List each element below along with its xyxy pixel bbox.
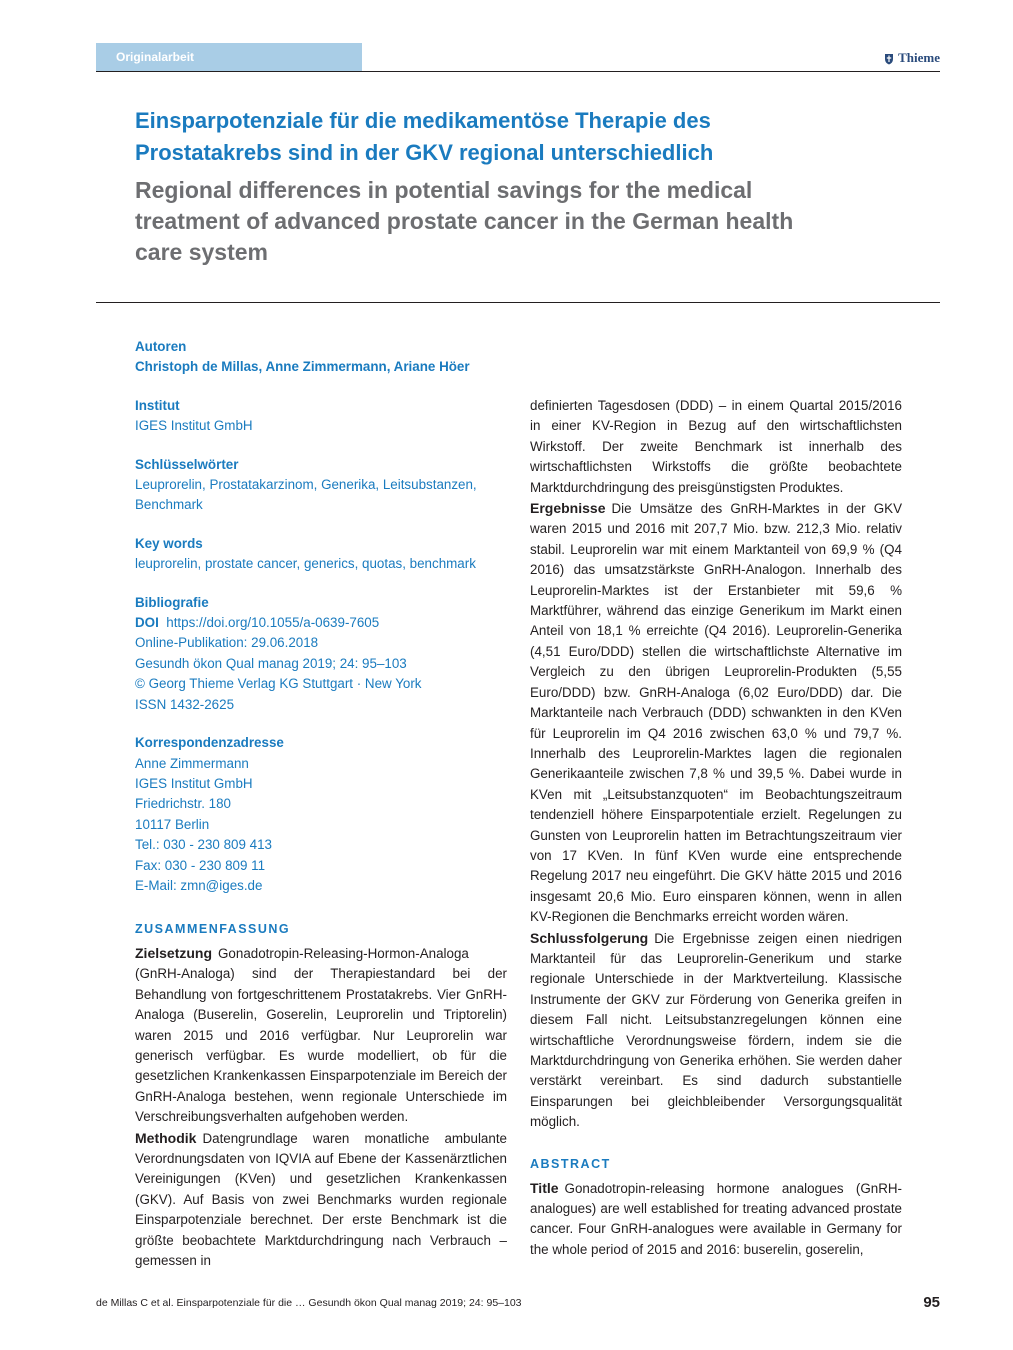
corr-city: 10117 Berlin	[135, 816, 210, 832]
authors-list: Christoph de Millas, Anne Zimmermann, Ariane Höer	[135, 359, 470, 375]
category-label: Originalarbeit	[96, 43, 362, 71]
abstract-title-label: Title	[530, 1179, 559, 1196]
keywords-de-heading: Schlüsselwörter	[135, 456, 239, 472]
ergebnisse-paragraph	[530, 498, 902, 928]
zusammenfassung-heading: ZUSAMMENFASSUNG	[135, 922, 291, 936]
keywords-en-heading: Key words	[135, 535, 203, 551]
publisher-logo	[883, 50, 940, 66]
zusammenfassung-section	[135, 922, 507, 1272]
journal-citation: Gesundh ökon Qual manag 2019; 24: 95–103	[135, 655, 407, 671]
zielsetzung-text: Gonadotropin-Releasing-Hormon-Analoga (GnRH-Analoga) sind der Therapiestandard bei der Behandlung von fortgeschrittenem Prostatakrebs. Vier GnRH-Analoga (Buserelin, Goserelin, Leuprorelin und Triptorelin) waren 2015 und 2016 verfügbar. Nur Leuprorelin war generisch verfügbar. Es wurde modelliert, ob für die gesetzlichen Krankenkassen Einsparpotenziale im Bereich der GnRH-Analoga bestehen, wenn regionale Unterschiede im Verschreibungsverhalten aufgehoben werden.	[135, 946, 507, 1125]
correspondence-heading: Korrespondenzadresse	[135, 735, 284, 751]
methodik-paragraph	[135, 1128, 507, 1272]
schlussfolgerung-text: Die Ergebnisse zeigen einen niedrigen Marktanteil für das Leuprorelin-Generikum und starke regionale Unterschiede in der Marktverteilung. Klassische Instrumente der GKV zur Förderung von Generika greifen in diesem Fall nicht. Leitsubstanzregelungen können eine wirtschaftliche Verordnungsweise fördern, indem sie die Marktdurchdringung von Generika erhöhen. Sie werden daher verstärkt vereinbart. Es sind dadurch substantielle Einsparungen bei gleichbleibender Versorgungsqualität möglich.	[530, 930, 902, 1130]
logo-text: Thieme	[898, 50, 940, 65]
ergebnisse-text: Die Umsätze des GnRH-Marktes in der GKV waren 2015 und 2016 mit 207,7 Mio. bzw. 212,3 Mio. relativ stabil. Leuprorelin war mit einem Marktanteil von 69,9 % (Q4 2016) das umsatzstärkste GnRH-Analogon. Innerhalb des Leuprorelin-Marktes ist der Erstanbieter mit 59,6 % Marktführer, während das einzige Generikum im Markt einen Anteil von 18,1 % erreichte (Q4 2016). Leuprorelin-Generika (4,51 Euro/DDD) stellen die wirtschaftlichste Alternative im Vergleich zu den übrigen Leuprorelin-Produkten (5,55 Euro/DDD) bzw. GnRH-Analoga (6,02 Euro/DDD) dar. Die Marktanteile nach Verbrauch (DDD) schwankten in den KVen für Leuprorelin im Q4 2016 zwischen 63,0 % und 79,7 %. Innerhalb des Leuprorelin-Marktes lagen die regionalen Generikaanteile zwischen 7,8 % und 39,5 %. Dabei wurde in KVen mit „Leitsubstanzquoten“ im Beobachtungszeitraum tendenziell höhere Einsparpotentiale erzielt. Regelungen zu Gunsten von Leuprorelin hatten im Betrachtungszeitraum vier von 17 KVen. In fünf KVen wurde eine entsprechende Regelung 2017 neu eingeführt. Die GKV hätte 2015 und 2016 insgesamt 20,6 Mio. Euro einsparen können, wenn in allen KV-Regionen die Benchmarks erreicht worden wären.	[530, 501, 902, 925]
methodik-text: Datengrundlage waren monatliche ambulante Verordnungsdaten von IQVIA auf Ebene der Kassenärztlichen Vereinigungen (KVen) und gesetzlichen Krankenkassen (GKV). Auf Basis von zwei Benchmarks wurden regionale Einsparpotenziale berechnet. Der erste Benchmark ist die größte beobachtete Marktdurchdringung nach Verbrauch – gemessen in	[135, 1130, 507, 1269]
copyright: © Georg Thieme Verlag KG Stuttgart · New York	[135, 676, 422, 692]
institute-name: IGES Institut GmbH	[135, 418, 253, 434]
page-number: 95	[923, 1294, 940, 1311]
schlussfolgerung-paragraph	[530, 928, 902, 1133]
header-divider	[96, 71, 940, 72]
thieme-emblem-icon	[883, 52, 895, 65]
institute-block	[135, 396, 505, 437]
authors-heading: Autoren	[135, 339, 187, 354]
article-metadata	[135, 337, 505, 914]
corr-institute: IGES Institut GmbH	[135, 775, 253, 791]
schlussfolgerung-label: Schlussfolgerung	[530, 929, 649, 946]
institute-heading: Institut	[135, 397, 180, 413]
keywords-en-list: leuprorelin, prostate cancer, generics, quotas, benchmark	[135, 556, 476, 572]
doi-label: DOI	[135, 615, 159, 631]
abstract-title-paragraph	[530, 1178, 902, 1261]
correspondence-block	[135, 733, 505, 896]
doi-line	[135, 613, 505, 633]
corr-street: Friedrichstr. 180	[135, 796, 232, 812]
ergebnisse-label: Ergebnisse	[530, 500, 606, 517]
corr-email[interactable]: E-Mail: zmn@iges.de	[135, 877, 263, 893]
keywords-de-list: Leuprorelin, Prostatakarzinom, Generika, Leitsubstanzen, Benchmark	[135, 477, 477, 513]
title-english: Regional differences in potential savings for the medical treatment of advanced prostate cancer in the German health care system	[135, 177, 794, 265]
title-divider	[96, 302, 940, 303]
corr-fax: Fax: 030 - 230 809 11	[135, 857, 266, 873]
bibliography-block	[135, 593, 505, 715]
keywords-de-block	[135, 455, 505, 516]
corr-phone: Tel.: 030 - 230 809 413	[135, 837, 272, 853]
methodik-continued: definierten Tagesdosen (DDD) – in einem Quartal 2015/2016 in einer KV-Region in Bezug auf den wirtschaftlichsten Wirkstoff. Der zweite Benchmark ist innerhalb des wirtschaftlichsten Wirkstoffs die größte beobachtete Marktdurchdringung des preisgünstigsten Produktes.	[530, 398, 902, 495]
issn: ISSN 1432-2625	[135, 696, 235, 712]
zielsetzung-label: Zielsetzung	[135, 945, 213, 961]
corr-name: Anne Zimmermann	[135, 755, 249, 771]
bibliography-heading: Bibliografie	[135, 594, 209, 610]
abstract-heading: ABSTRACT	[530, 1156, 611, 1171]
zielsetzung-paragraph	[135, 943, 507, 1128]
methodik-label: Methodik	[135, 1129, 197, 1146]
authors-block	[135, 337, 505, 378]
abstract-title-text: Gonadotropin-releasing hormone analogues (GnRH-analogues) are well established for treating advanced prostate cancer. Four GnRH-analogues were available in Germany for the whole period of 2015 and 2016: buserelin, goserelin,	[530, 1180, 902, 1257]
right-column	[530, 396, 902, 1260]
title-german: Einsparpotenziale für die medikamentöse Therapie des Prostatakrebs sind in der GKV regional unterschiedlich	[135, 108, 714, 165]
doi-link[interactable]: https://doi.org/10.1055/a-0639-7605	[166, 615, 380, 631]
online-publication: Online-Publikation: 29.06.2018	[135, 635, 319, 651]
footer-citation: de Millas C et al. Einsparpotenziale für die … Gesundh ökon Qual manag 2019; 24: 95–103	[96, 1297, 522, 1309]
keywords-en-block	[135, 534, 505, 575]
